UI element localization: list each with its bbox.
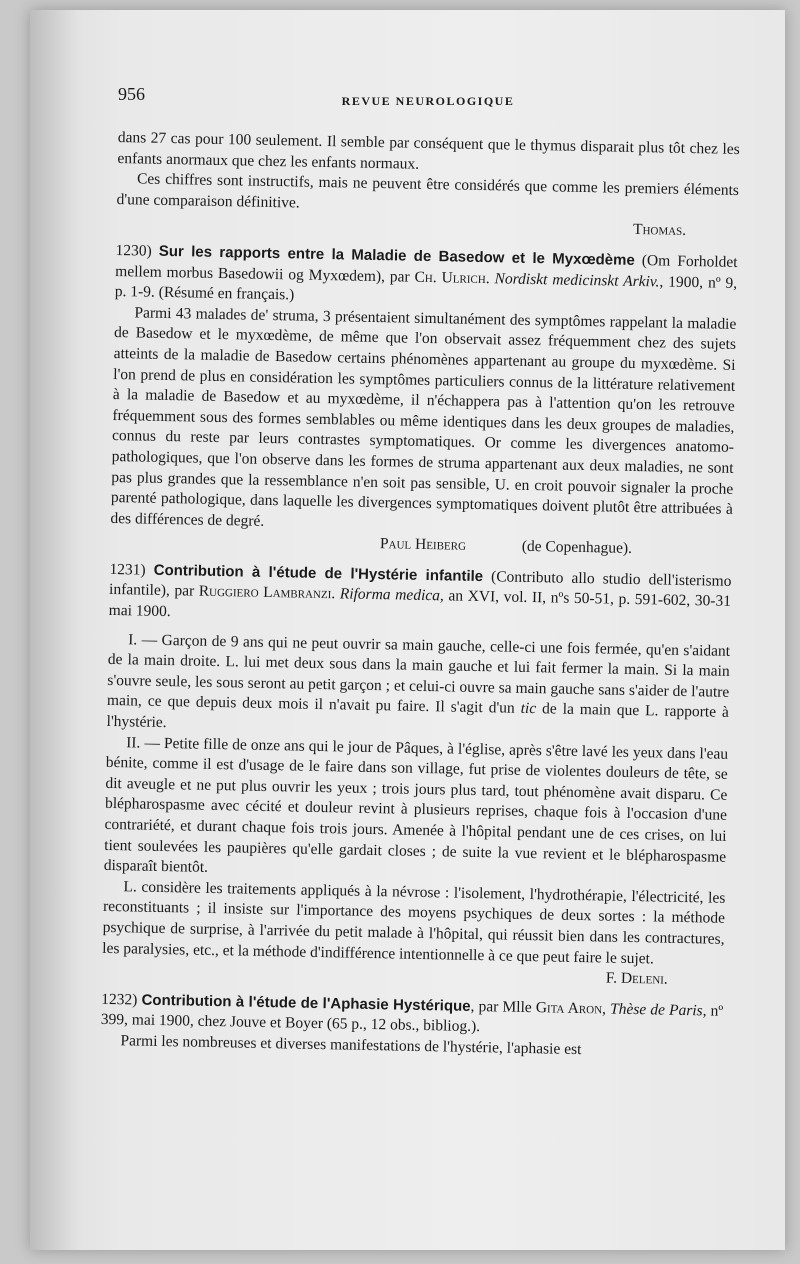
author-signature: F. Deleni. — [605, 969, 668, 988]
reference-text: , par Mlle — [470, 997, 532, 1016]
article-number: 1231) — [109, 560, 146, 579]
running-head: REVUE NEUROLOGIQUE — [341, 94, 515, 108]
reference-journal: Thèse de Paris, — [609, 1000, 707, 1020]
paragraph: Ces chiffres sont instructifs, mais ne peuvent être considérés que comme les premiers éléments d'une comparaison définitive. — [116, 170, 740, 212]
article-1232 — [100, 990, 723, 1064]
reference-details: nº 399, mai 1900, chez Jouve et Boyer (65 p., 12 obs., bibliog.). — [100, 1002, 724, 1036]
binding-shadow — [30, 10, 78, 1250]
article-1231 — [102, 560, 732, 992]
article-title: Contribution à l'étude de l'Hystérie infantile — [153, 561, 484, 585]
author-signature: Paul Heiberg (de Copenhague). — [379, 535, 633, 558]
discussion-paragraph: L. considère les traitements appliqués à la névrose : l'isolement, l'hydrothérapie, l'électricité, les reconstituants ; il insiste sur l'importance des moyens psychiques de deux sortes : la méthode psychique de surprise, à l'arrivée du petit malade à l'hôpital, qui réussit bien dans les contractures, les paralysies, etc., et la méthode d'indifférence intentionnelle à ce que peut faire le sujet. — [102, 878, 726, 968]
article-1230 — [110, 241, 738, 562]
article-body: Parmi 43 malades de' struma, 3 présentaient simultanément des symptômes rappelant la maladie de Basedow et le myxœdème, de même que l'on observait assez fréquemment chez des sujets atteints de la maladie de Basedow certains phénomènes appartenant au groupe du myxœdème. Si l'on prend de plus en considération les symptômes particuliers connus de la littérature relativement à la maladie de Basedow et au myxœdème, il n'échappera pas à l'attention qu'on les retrouve fréquemment sous des formes semblables ou même identiques dans les deux groupes de maladies, connus du reste par leurs contrastes symptomatiques. Or comme les divergences anatomo-pathologiques, que l'on observe dans les formes de struma appartenant aux deux maladies, ne sont pas plus grandes que la ressemblance n'en soit pas sensible, U. en croit pouvoir signaler la proche parenté pathologique, dans laquelle les divergences symptomatiques doivent plutôt être attribuées à des différences de degré. — [110, 304, 737, 530]
case-paragraph: I. — Garçon de 9 ans qui ne peut ouvrir sa main gauche, celle-ci une fois fermée, qu'en s'aidant de la main droite. L. lui met deux sous dans la main gauche et lui fait fermer la main. Si la main s'ouvre seule, les sous seront au petit garçon ; et celui-ci ouvre sa main gauche sans s'aider de l'autre main, ce que depuis deux mois il n'avait pu faire. Il s'agit d'un tic de la main que L. rapporte à l'hystérie. — [106, 630, 731, 732]
page-body — [100, 128, 740, 1063]
article-title: Sur les rapports entre la Maladie de Basedow et le Myxœdème — [158, 242, 635, 269]
reference-text: (Om Forholdet mellem morbus Basedowii og Myxœdem), par — [115, 252, 738, 286]
continued-paragraph: dans 27 cas pour 100 seulement. Il semble par conséquent que le thymus disparait plus tôt chez les enfants anormaux que chez les enfants normaux. — [117, 128, 740, 173]
reference-author: Gita Aron, — [535, 998, 607, 1018]
article-number: 1232) — [101, 990, 138, 1009]
reference-author: Ch. Ulrich. — [414, 268, 490, 287]
reference-journal: Nordiskt medicinskt Arkiv. — [494, 269, 660, 290]
reference-details: an XVI, vol. II, nºs 50-51, p. 591-602, 30-31 mai 1900. — [108, 587, 732, 621]
reference-text: (Contributo allo studio dell'isterismo infantile), par — [108, 568, 732, 601]
article-title: Contribution à l'étude de l'Aphasie Hystérique — [141, 991, 471, 1015]
reference-journal: Riforma medica, — [339, 585, 444, 605]
reference-details: , 1900, nº 9, p. 1-9. (Résumé en français.) — [114, 272, 738, 304]
article-body: Parmi les nombreuses et diverses manifestations de l'hystérie, l'aphasie est — [120, 1032, 582, 1059]
article-heading — [115, 241, 738, 315]
reference-author: Ruggiero Lambranzi. — [198, 583, 336, 603]
author-signature: Thomas. — [632, 221, 687, 240]
page-header — [118, 84, 738, 114]
document-page — [30, 10, 785, 1250]
article-number: 1230) — [115, 241, 152, 260]
page-number: 956 — [118, 84, 145, 104]
case-paragraph: II. — Petite fille de onze ans qui le jour de Pâques, à l'église, après s'être lavé les yeux dans l'eau bénite, comme il est d'usage de le faire dans son village, fut prise de violentes douleurs de tête, se dit aveugle et ne put plus ouvrir les yeux ; trois jours plus tard, tout phénomène avait disparu. Ce blépharospasme avec cécité et douleur revint à plusieurs reprises, chaque fois à l'occasion d'une contrariété, et durant chaque fois trois jours. Amenée à l'hôpital pendant une de ces crises, on lui tient soulevées les paupières qu'elle gardait closes ; de suite la vue revient et le blépharospasme disparaît bientôt. — [103, 733, 729, 877]
